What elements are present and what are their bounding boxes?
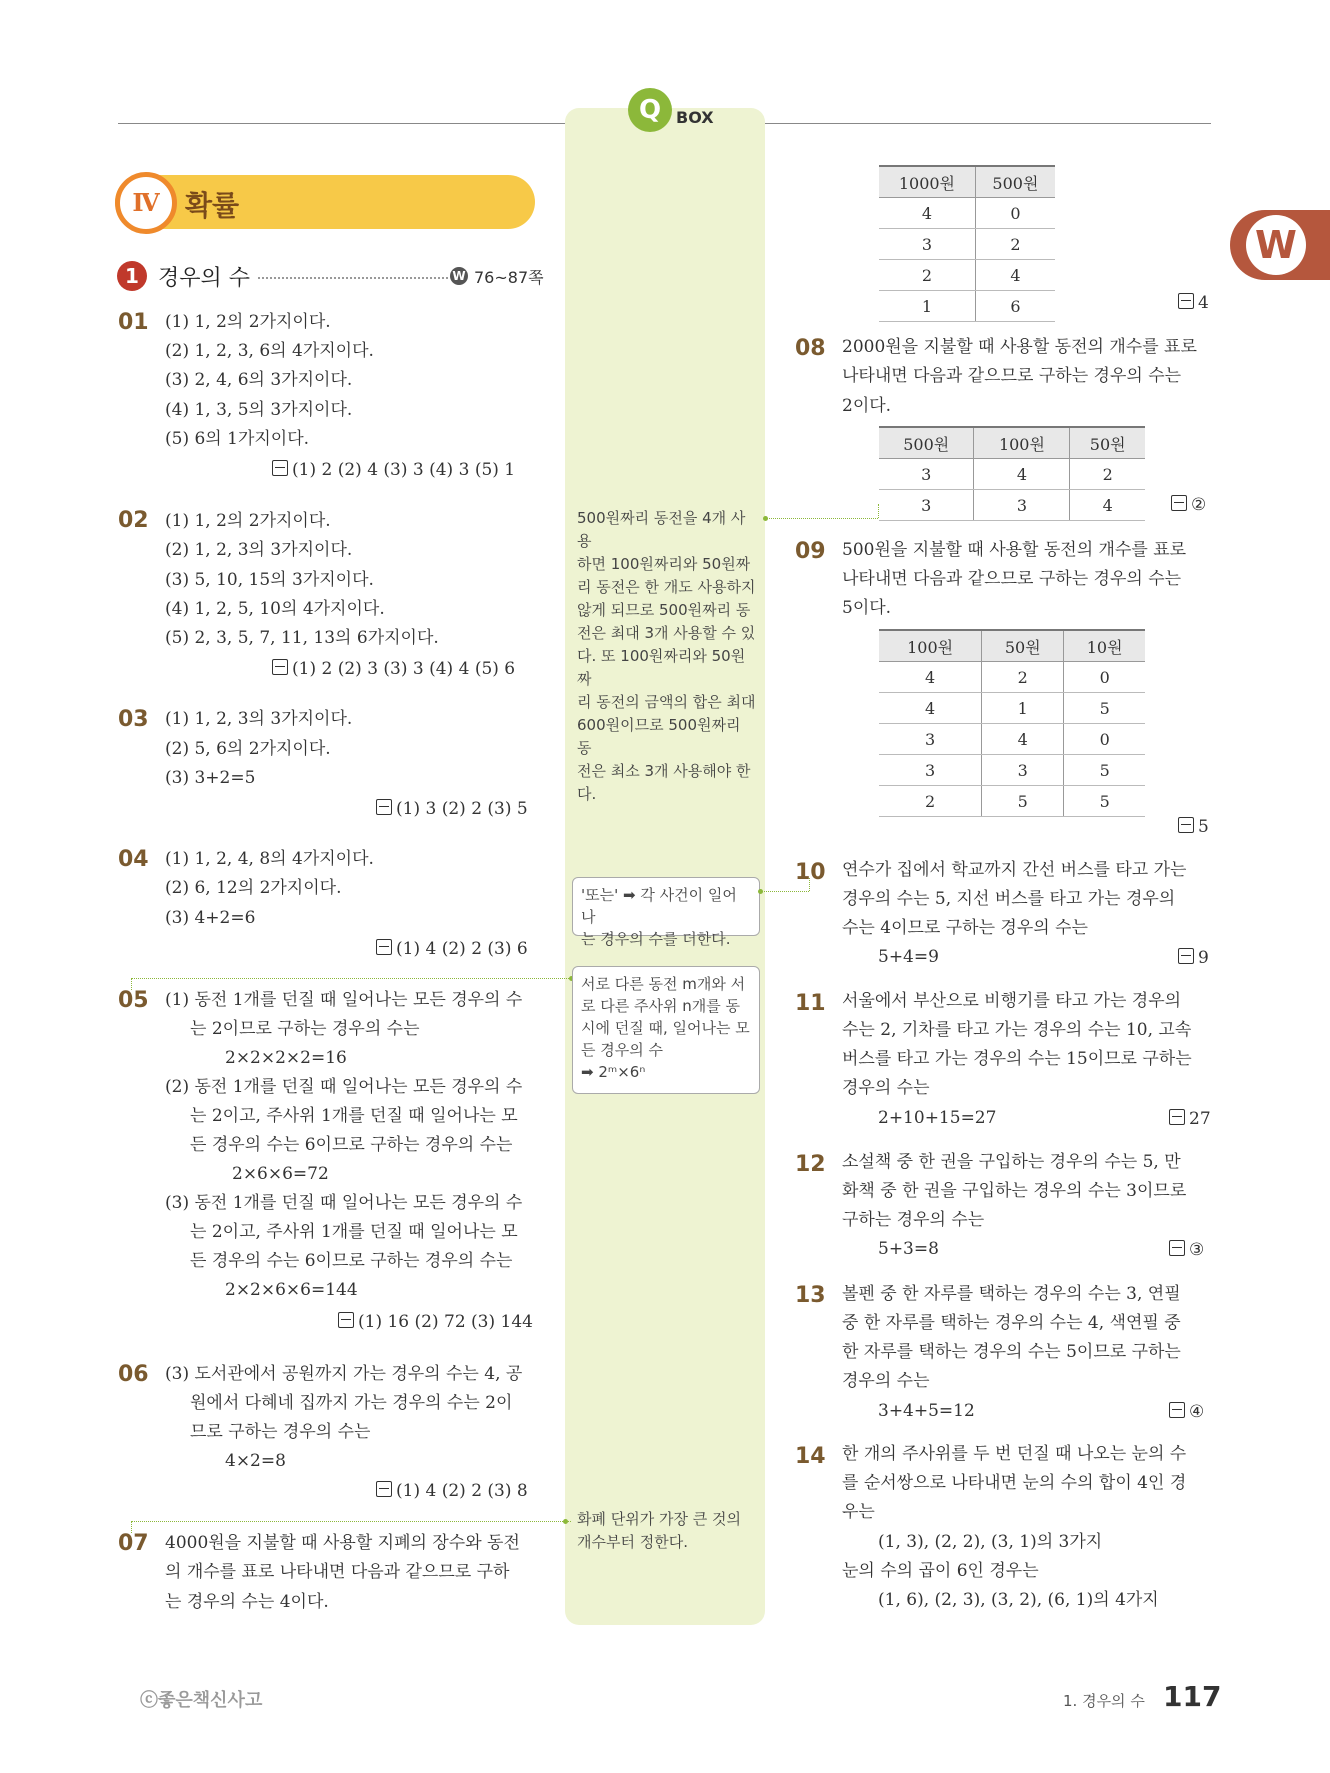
solution-line: 를 순서쌍으로 나타내면 눈의 수의 합이 4인 경 [842, 1473, 1187, 1493]
solution-line: 경우의 수는 5, 지선 버스를 타고 가는 경우의 [842, 889, 1176, 909]
table-row: 3 4 0 [879, 724, 1145, 755]
solution-line: 경우의 수는 [842, 1371, 930, 1391]
answer: 9 [1178, 948, 1209, 968]
table-header: 50원 [982, 630, 1064, 662]
table-row: 3 4 2 [879, 459, 1145, 490]
answer-icon [1169, 1240, 1185, 1256]
solution-equation: 3+4+5=12 [878, 1401, 975, 1421]
table-header: 10원 [1064, 630, 1145, 662]
problem-number: 09 [795, 539, 826, 564]
solution-line: (1) 1, 2의 2가지이다. [165, 511, 331, 531]
note-line: 리 동전의 금액의 합은 최대 [577, 693, 756, 711]
solution-line: 2000원을 지불할 때 사용할 동전의 개수를 표로 [842, 337, 1197, 357]
solution-line: 한 개의 주사위를 두 번 던질 때 나오는 눈의 수 [842, 1444, 1187, 1464]
answer: 4 [1178, 293, 1209, 313]
solution-equation: 2×2×6×6=144 [225, 1280, 358, 1300]
solution-line: 소설책 중 한 권을 구입하는 경우의 수는 5, 만 [842, 1152, 1181, 1172]
solution-line: (1) 동전 1개를 던질 때 일어나는 모든 경우의 수 [165, 990, 523, 1010]
solution-line: (4) 1, 2, 5, 10의 4가지이다. [165, 599, 385, 619]
solution-line: 눈의 수의 곱이 6인 경우는 [842, 1561, 1039, 1581]
note-line: 든 경우의 수 [581, 1041, 663, 1059]
note-line: 는 경우의 수를 더한다. [581, 930, 731, 948]
note-line: ➡ 2ᵐ×6ⁿ [581, 1063, 646, 1081]
section-leader-dots [258, 277, 448, 279]
section-pages: 76~87쪽 [474, 268, 544, 287]
solution-equation: 5+3=8 [878, 1239, 939, 1259]
table-row: 3 3 4 [879, 490, 1145, 521]
note-line: 화폐 단위가 가장 큰 것의 [577, 1510, 741, 1528]
solution-line: (1, 6), (2, 3), (3, 2), (6, 1)의 4가지 [878, 1590, 1159, 1610]
solution-line: 버스를 타고 가는 경우의 수는 15이므로 구하는 [842, 1049, 1192, 1069]
solution-equation: 5+4=9 [878, 947, 939, 967]
solution-equation: 2+10+15=27 [878, 1108, 997, 1128]
problem-number: 10 [795, 860, 826, 885]
solution-line: 므로 구하는 경우의 수는 [190, 1422, 371, 1442]
answer-icon [1169, 1402, 1185, 1418]
leader-dot [563, 1519, 568, 1524]
table-row: 3 3 5 [879, 755, 1145, 786]
problem-number: 02 [118, 508, 149, 533]
problem-number: 06 [118, 1362, 149, 1387]
header-rule-right [765, 123, 1211, 124]
answer: 5 [1178, 817, 1209, 837]
leader-line [131, 978, 571, 979]
problem-number: 03 [118, 707, 149, 732]
answer: (1) 16 (2) 72 (3) 144 [338, 1312, 533, 1332]
solution-line: (3) 5, 10, 15의 3가지이다. [165, 570, 374, 590]
note-line: 하면 100원짜리와 50원짜 [577, 555, 751, 573]
table-bills-coins [879, 165, 1055, 322]
solution-line: (2) 1, 2, 3, 6의 4가지이다. [165, 341, 374, 361]
answer-icon [272, 460, 288, 476]
solution-line: (2) 1, 2, 3의 3가지이다. [165, 540, 353, 560]
answer-icon [376, 799, 392, 815]
solution-line: 든 경우의 수는 6이므로 구하는 경우의 수는 [190, 1251, 513, 1271]
w-reference-icon: W [450, 267, 468, 285]
q-box-column [565, 108, 765, 1625]
table-header: 500원 [975, 166, 1055, 198]
leader-line [131, 1521, 571, 1522]
section-number: 1 [117, 261, 147, 291]
note-line: 로 다른 주사위 n개를 동 [581, 997, 740, 1015]
w-tab-icon: W [1246, 215, 1306, 275]
table-row: 4 0 [879, 198, 1055, 229]
problem-number: 11 [795, 991, 826, 1016]
solution-line: 4000원을 지불할 때 사용할 지폐의 장수와 동전 [165, 1533, 520, 1553]
answer: 27 [1169, 1109, 1211, 1129]
solution-line: 한 자루를 택하는 경우의 수는 5이므로 구하는 [842, 1342, 1181, 1362]
table-header: 100원 [879, 630, 982, 662]
answer-icon [1169, 1109, 1185, 1125]
chapter-number: Ⅳ [115, 172, 177, 234]
q-box-note-or-rule [572, 877, 760, 948]
solution-line: (3) 3+2=5 [165, 768, 256, 788]
solution-line: 는 2이고, 주사위 1개를 던질 때 일어나는 모 [190, 1222, 518, 1242]
note-line: 서로 다른 동전 m개와 서 [581, 975, 746, 993]
solution-line: 원에서 다혜네 집까지 가는 경우의 수는 2이 [190, 1393, 513, 1413]
solution-line: 연수가 집에서 학교까지 간선 버스를 타고 가는 [842, 860, 1187, 880]
solution-line: 수는 4이므로 구하는 경우의 수는 [842, 918, 1088, 938]
solution-line: 5이다. [842, 598, 892, 618]
solution-line: 구하는 경우의 수는 [842, 1210, 985, 1230]
problem-number: 12 [795, 1152, 826, 1177]
q-box-logo: Q [628, 88, 672, 132]
table-header: 50원 [1070, 427, 1145, 459]
answer-icon [1178, 948, 1194, 964]
solution-line: (3) 도서관에서 공원까지 가는 경우의 수는 4, 공 [165, 1364, 523, 1384]
problem-number: 05 [118, 988, 149, 1013]
table-header: 500원 [879, 427, 974, 459]
note-line: 전은 최소 3개 사용해야 한 [577, 762, 751, 780]
note-line: '또는' ➡ 각 사건이 일어나 [581, 886, 737, 926]
solution-line: 우는 [842, 1502, 875, 1522]
solution-line: 화책 중 한 권을 구입하는 경우의 수는 3이므로 [842, 1181, 1187, 1201]
leader-line [766, 518, 878, 519]
q-box-note-currency [577, 1508, 757, 1554]
table-header: 100원 [974, 427, 1070, 459]
publisher-credit: ⓒ좋은책신사고 [140, 1690, 263, 1711]
solution-line: 서울에서 부산으로 비행기를 타고 가는 경우의 [842, 991, 1182, 1011]
problem-number: 04 [118, 847, 149, 872]
note-line: 개수부터 정한다. [577, 1533, 688, 1551]
solution-equation: 2×2×2×2=16 [225, 1048, 347, 1068]
note-line: 600원이므로 500원짜리 동 [577, 716, 741, 757]
solution-equation: 2×6×6=72 [232, 1164, 329, 1184]
note-line: 전은 최대 3개 사용할 수 있 [577, 624, 756, 642]
answer-icon [376, 1481, 392, 1497]
solution-line: 의 개수를 표로 나타내면 다음과 같으므로 구하 [165, 1562, 510, 1582]
solution-line: 는 2이므로 구하는 경우의 수는 [190, 1019, 420, 1039]
table-coins-2000 [879, 426, 1145, 521]
problem-number: 07 [118, 1531, 149, 1556]
solution-line: 2이다. [842, 396, 892, 416]
answer: (1) 3 (2) 2 (3) 5 [376, 799, 528, 819]
answer: (1) 2 (2) 4 (3) 3 (4) 3 (5) 1 [272, 460, 515, 480]
answer-icon [272, 659, 288, 675]
answer: ② [1171, 495, 1206, 515]
solution-line: (3) 동전 1개를 던질 때 일어나는 모든 경우의 수 [165, 1193, 523, 1213]
header-rule-left [118, 123, 565, 124]
solution-line: (1) 1, 2, 4, 8의 4가지이다. [165, 849, 374, 869]
page-number: 117 [1163, 1680, 1222, 1713]
solution-line: (2) 동전 1개를 던질 때 일어나는 모든 경우의 수 [165, 1077, 523, 1097]
answer-icon [1178, 817, 1194, 833]
answer: (1) 4 (2) 2 (3) 8 [376, 1481, 528, 1501]
solution-line: (1, 3), (2, 2), (3, 1)의 3가지 [878, 1532, 1103, 1552]
problem-number: 13 [795, 1283, 826, 1308]
answer-icon [1178, 293, 1194, 309]
note-line: 500원짜리 동전을 4개 사용 [577, 509, 746, 550]
solution-line: (3) 2, 4, 6의 3가지이다. [165, 370, 353, 390]
table-header: 1000원 [879, 166, 975, 198]
problem-number: 14 [795, 1444, 826, 1469]
solution-equation: 4×2=8 [225, 1451, 286, 1471]
problem-number: 01 [118, 310, 149, 335]
solution-line: 경우의 수는 [842, 1078, 930, 1098]
answer: (1) 4 (2) 2 (3) 6 [376, 939, 528, 959]
solution-line: (1) 1, 2, 3의 3가지이다. [165, 709, 353, 729]
answer-icon [376, 939, 392, 955]
section-title: 경우의 수 [158, 266, 251, 291]
note-line: 시에 던질 때, 일어나는 모 [581, 1019, 750, 1037]
note-line: 다. 또 100원짜리와 50원짜 [577, 647, 746, 688]
solution-line: 는 2이고, 주사위 1개를 던질 때 일어나는 모 [190, 1106, 518, 1126]
table-row: 2 5 5 [879, 786, 1145, 817]
solution-line: 나타내면 다음과 같으므로 구하는 경우의 수는 [842, 569, 1182, 589]
solution-line: 중 한 자루를 택하는 경우의 수는 4, 색연필 중 [842, 1313, 1181, 1333]
q-box-label: BOX [676, 108, 714, 127]
solution-line: 500원을 지불할 때 사용할 동전의 개수를 표로 [842, 540, 1187, 560]
answer: (1) 2 (2) 3 (3) 3 (4) 4 (5) 6 [272, 659, 515, 679]
problem-number: 08 [795, 336, 826, 361]
answer-icon [338, 1312, 354, 1328]
table-coins-500 [879, 629, 1145, 817]
solution-line: (1) 1, 2의 2가지이다. [165, 312, 331, 332]
solution-line: (4) 1, 3, 5의 3가지이다. [165, 400, 353, 420]
note-line: 리 동전은 한 개도 사용하지 [577, 578, 756, 596]
q-box-note-coins-dice [572, 966, 760, 1094]
solution-line: (2) 5, 6의 2가지이다. [165, 739, 331, 759]
solution-line: 수는 2, 기차를 타고 가는 경우의 수는 10, 고속 [842, 1020, 1192, 1040]
table-row: 3 2 [879, 229, 1055, 260]
answer: ④ [1169, 1402, 1204, 1422]
table-row: 1 6 [879, 291, 1055, 322]
q-box-note-coins [577, 507, 757, 806]
note-line: 다. [577, 785, 597, 803]
solution-line: (2) 6, 12의 2가지이다. [165, 878, 342, 898]
leader-line [761, 891, 809, 892]
solution-line: 볼펜 중 한 자루를 택하는 경우의 수는 3, 연필 [842, 1284, 1181, 1304]
table-row: 4 1 5 [879, 693, 1145, 724]
solution-line: (5) 6의 1가지이다. [165, 429, 310, 449]
chapter-banner [115, 175, 535, 229]
answer: ③ [1169, 1240, 1204, 1260]
footer-section: 1. 경우의 수 [1063, 1692, 1145, 1710]
solution-line: 든 경우의 수는 6이므로 구하는 경우의 수는 [190, 1135, 513, 1155]
table-row: 4 2 0 [879, 662, 1145, 693]
note-line: 않게 되므로 500원짜리 동 [577, 601, 751, 619]
chapter-title: 확률 [185, 189, 240, 222]
table-row: 2 4 [879, 260, 1055, 291]
solution-line: 는 경우의 수는 4이다. [165, 1592, 329, 1612]
solution-line: (5) 2, 3, 5, 7, 11, 13의 6가지이다. [165, 628, 439, 648]
answer-icon [1171, 495, 1187, 511]
solution-line: 나타내면 다음과 같으므로 구하는 경우의 수는 [842, 366, 1182, 386]
solution-line: (3) 4+2=6 [165, 908, 256, 928]
